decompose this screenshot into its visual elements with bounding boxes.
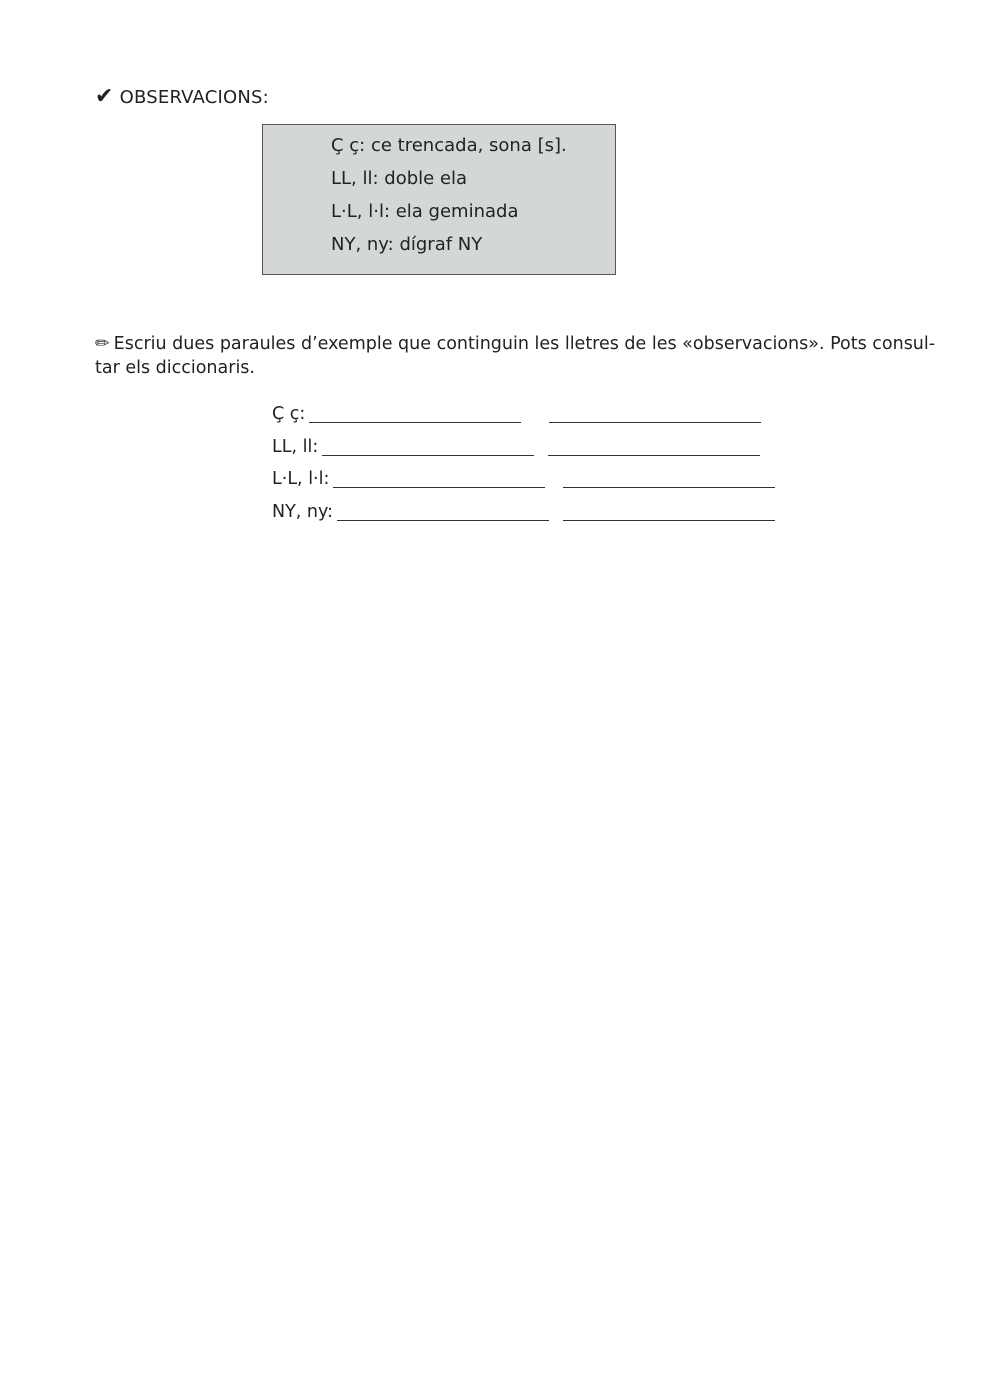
- exercise-rows: [272, 402, 775, 532]
- instruction-text-line1: Escriu dues paraules d’exemple que continguin les lletres de les «observacions». Pots consul-: [113, 334, 936, 354]
- row-label: LL, ll:: [272, 436, 319, 457]
- instruction-text-line2: tar els diccionaris.: [95, 358, 255, 378]
- row-label: L·L, l·l:: [272, 469, 330, 489]
- observations-box: [262, 124, 616, 275]
- exercise-row: [272, 500, 775, 533]
- exercise-row: [272, 435, 775, 468]
- answer-blank-2[interactable]: [563, 467, 775, 488]
- answer-blank-2[interactable]: [549, 402, 761, 423]
- checkmark-icon: ✔: [95, 84, 114, 109]
- answer-blank-1[interactable]: [309, 402, 521, 423]
- pencil-icon: ✏: [95, 334, 110, 354]
- exercise-instruction: [95, 332, 955, 380]
- answer-blank-1[interactable]: [322, 435, 534, 456]
- answer-blank-1[interactable]: [333, 467, 545, 488]
- exercise-row: [272, 467, 775, 500]
- observations-title: OBSERVACIONS:: [119, 86, 269, 108]
- row-label: NY, ny:: [272, 501, 333, 522]
- observation-item: NY, ny: dígraf NY: [331, 234, 483, 255]
- observation-item: Ç ç: ce trencada, sona [s].: [331, 135, 567, 156]
- answer-blank-2[interactable]: [563, 500, 775, 521]
- observation-item: LL, ll: doble ela: [331, 168, 468, 189]
- exercise-row: [272, 402, 775, 435]
- observations-heading: [95, 86, 269, 108]
- answer-blank-1[interactable]: [337, 500, 549, 521]
- row-label: Ç ç:: [272, 404, 306, 424]
- answer-blank-2[interactable]: [548, 435, 760, 456]
- observation-item: L·L, l·l: ela geminada: [331, 201, 519, 222]
